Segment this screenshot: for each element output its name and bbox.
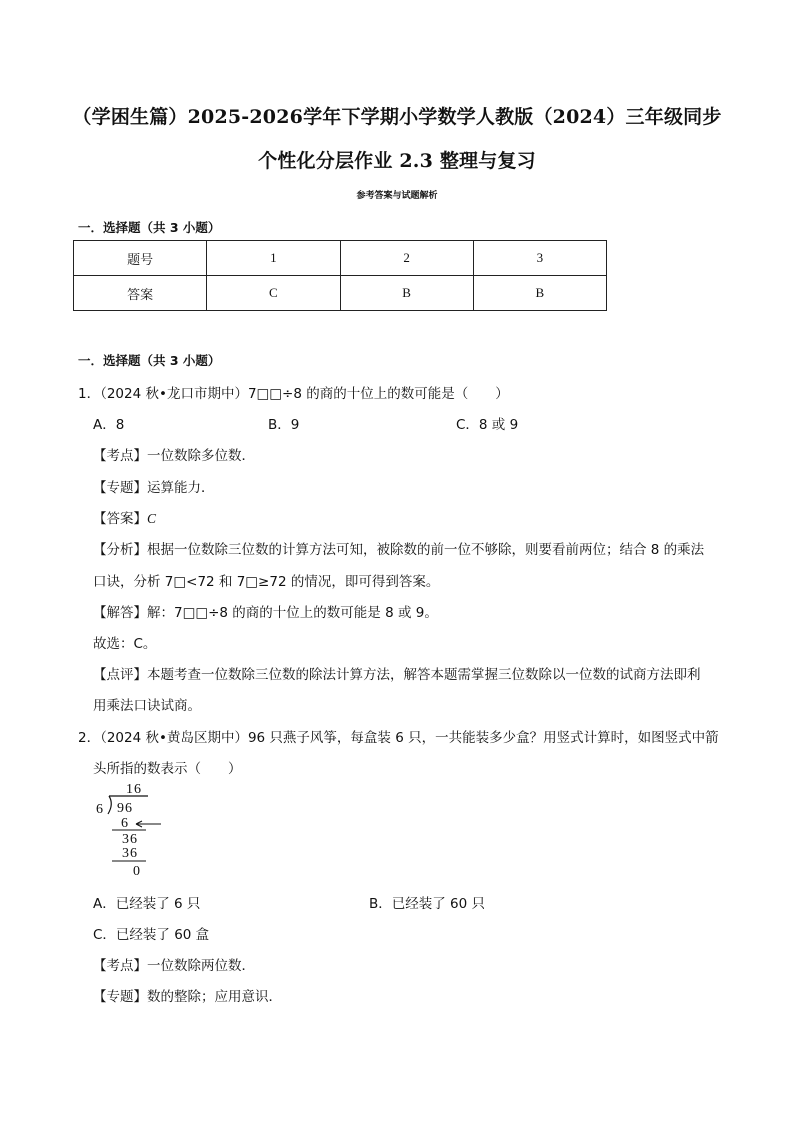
q1-option-a: A．8: [93, 417, 125, 433]
fenxi-text-1: 根据一位数除三位数的计算方法可知，被除数的前一位不够除，则要看前两位；结合 8 的乘法: [147, 542, 705, 558]
document-title-line2: 个性化分层作业 2.3 整理与复习: [258, 150, 536, 172]
question-2-stem-line1: 2．（2024 秋•黄岛区期中）96 只燕子风筝，每盒装 6 只，一共能装多少盒？用竖式计算时，如图竖式中箭: [78, 730, 719, 746]
table-cell: B: [473, 276, 606, 311]
q2-option-b: B．已经装了 60 只: [369, 896, 486, 912]
q2-zhuanti: [93, 985, 282, 1005]
table-cell-label: 题号: [74, 241, 207, 276]
daan-tag: 【答案】: [93, 511, 147, 527]
q1-fenxi-line2: 口诀，分析 7□<72 和 7□≥72 的情况，即可得到答案。: [93, 574, 440, 590]
kaodian-text: 一位数除两位数．: [147, 958, 255, 974]
table-cell-label: 答案: [74, 276, 207, 311]
section-heading-questions: 一．选择题（共 3 小题）: [78, 353, 221, 368]
table-cell: B: [340, 276, 473, 311]
q1-option-b: B．9: [268, 417, 300, 433]
q1-dianping-line1: [93, 663, 701, 683]
division-step2: 36: [122, 832, 138, 847]
long-division-figure: [90, 782, 170, 882]
zhuanti-text: 运算能力．: [147, 480, 215, 496]
q1-jieda: [93, 601, 438, 621]
zhuanti-tag: 【专题】: [93, 989, 147, 1005]
jieda-tag: 【解答】: [93, 605, 147, 621]
zhuanti-text: 数的整除；应用意识．: [147, 989, 282, 1005]
division-divisor: 6: [96, 802, 104, 817]
q1-daan: [93, 507, 156, 527]
q1-kaodian: [93, 444, 255, 464]
q2-option-c: C．已经装了 60 盒: [93, 927, 210, 943]
dianping-text-1: 本题考查一位数除三位数的除法计算方法，解答本题需掌握三位数除以一位数的试商方法即利: [147, 667, 701, 683]
document-title-line1: （学困生篇）2025-2026学年下学期小学数学人教版（2024）三年级同步: [72, 106, 722, 128]
q2-option-a: A．已经装了 6 只: [93, 896, 201, 912]
fenxi-tag: 【分析】: [93, 542, 147, 558]
question-1-stem: 1．（2024 秋•龙口市期中）7□□÷8 的商的十位上的数可能是（ ）: [78, 386, 509, 402]
table-cell: 3: [473, 241, 606, 276]
zhuanti-tag: 【专题】: [93, 480, 147, 496]
q1-guxuan: 故选：C。: [93, 636, 157, 652]
section-heading-answers: 一．选择题（共 3 小题）: [78, 220, 221, 235]
daan-text: C: [147, 511, 157, 526]
q1-fenxi-line1: [93, 538, 704, 558]
kaodian-text: 一位数除多位数．: [147, 448, 255, 464]
table-cell: 2: [340, 241, 473, 276]
division-quotient: 16: [126, 782, 142, 797]
table-cell: C: [207, 276, 340, 311]
table-row: [74, 276, 607, 311]
q2-kaodian: [93, 954, 255, 974]
division-step1: 6: [121, 816, 129, 831]
division-step3: 36: [122, 846, 138, 861]
division-dividend: 96: [117, 801, 133, 816]
kaodian-tag: 【考点】: [93, 958, 147, 974]
kaodian-tag: 【考点】: [93, 448, 147, 464]
q1-zhuanti: [93, 476, 215, 496]
document-subtitle: 参考答案与试题解析: [356, 191, 438, 201]
table-cell: 1: [207, 241, 340, 276]
question-2-stem-line2: 头所指的数表示（ ）: [93, 761, 242, 777]
q1-dianping-line2: 用乘法口诀试商。: [93, 698, 201, 714]
table-row: [74, 241, 607, 276]
answer-table: [73, 240, 607, 311]
dianping-tag: 【点评】: [93, 667, 147, 683]
division-remainder: 0: [133, 864, 141, 879]
q1-option-c: C．8 或 9: [456, 417, 519, 433]
jieda-text: 解：7□□÷8 的商的十位上的数可能是 8 或 9。: [147, 605, 438, 621]
